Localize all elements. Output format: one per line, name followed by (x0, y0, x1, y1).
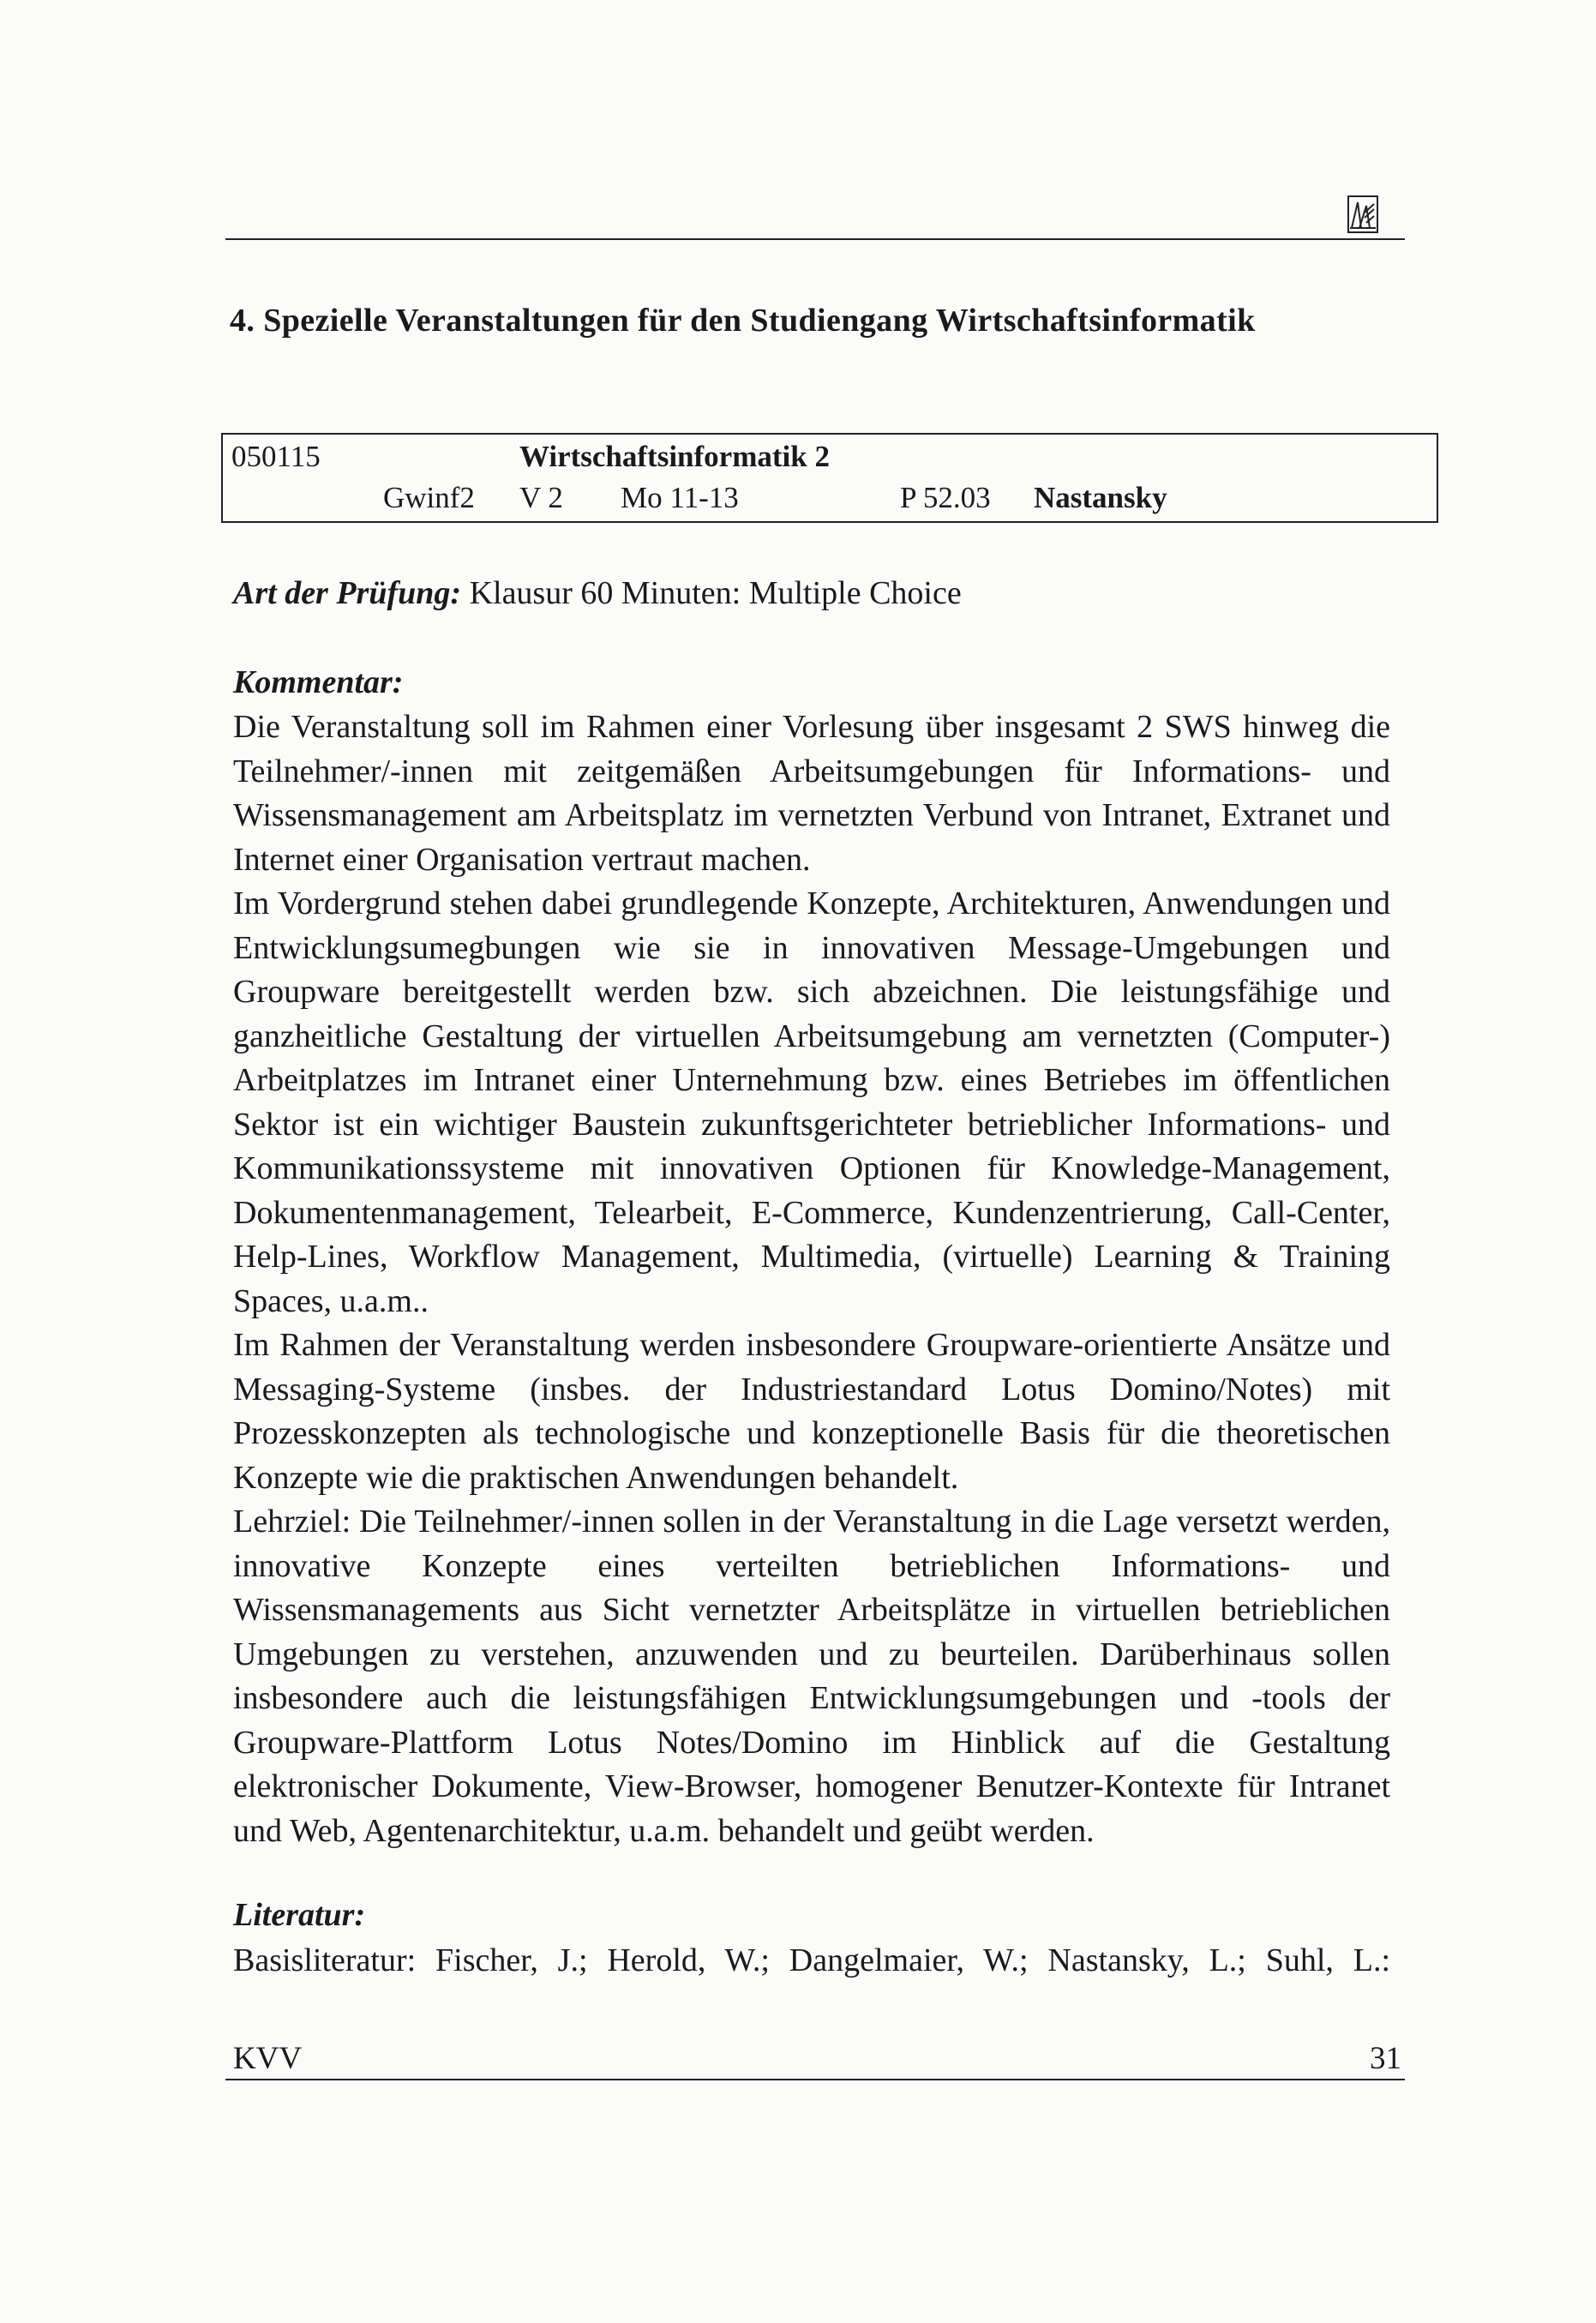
footer-rule (225, 2079, 1405, 2080)
kommentar-body (233, 705, 1390, 1853)
course-number: 050115 (231, 440, 321, 473)
kommentar-paragraph: Die Veranstaltung soll im Rahmen einer Vorlesung über insgesamt 2 SWS hinweg die Teilnehmer/-innen mit zeitgemäßen Arbeitsumgebungen für Informations- und Wissensmanagement am Arbeitsplatz im vernetzten Verbund von Intranet, Extranet und Internet einer Organisation vertraut machen. (233, 709, 1390, 878)
university-logo-icon (1347, 195, 1378, 233)
course-info-box (221, 433, 1438, 523)
exam-info (233, 574, 962, 612)
kommentar-paragraph: Im Vordergrund stehen dabei grundlegende Konzepte, Architekturen, Anwendungen und Entwicklungsumegbungen wie sie in innovativen Message-Umgebungen und Groupware bereitgestellt werden bzw. sich abzeichnen. Die leistungsfähige und ganzheitliche Gestaltung der virtuellen Arbeitsumgebung am vernetzten (Computer-) Arbeitplatzes im Intranet einer Unternehmung bzw. eines Betriebes im öffentlichen Sektor ist ein wichtiger Baustein zukunftsgerichteter betrieblicher Informations- und Kommunikationssysteme mit innovativen Optionen für Knowledge-Management, Dokumentenmanagement, Telearbeit, E-Commerce, Kundenzentrierung, Call-Center, Help-Lines, Workflow Management, Multimedia, (virtuelle) Learning & Training Spaces, u.a.m.. (233, 885, 1390, 1319)
footer-label: KVV (233, 2041, 303, 2076)
kommentar-heading: Kommentar: (233, 664, 404, 700)
page-number: 31 (1370, 2041, 1401, 2076)
course-title: Wirtschaftsinformatik 2 (519, 440, 830, 473)
section-title: 4. Spezielle Veranstaltungen für den Studiengang Wirtschaftsinformatik (230, 303, 1256, 339)
header-rule (225, 238, 1405, 240)
kommentar-paragraph: Im Rahmen der Veranstaltung werden insbesondere Groupware-orientierte Ansätze und Messaging-Systeme (insbes. der Industriestandard Lotus Domino/Notes) mit Prozesskonzepten als technologische und konzeptionelle Basis für die theoretischen Konzepte wie die praktischen Anwendungen behandelt. (233, 1327, 1390, 1496)
course-code: Gwinf2 (383, 481, 475, 514)
exam-value: Klausur 60 Minuten: Multiple Choice (469, 575, 962, 611)
kommentar-paragraph: Lehrziel: Die Teilnehmer/-innen sollen in der Veranstaltung in die Lage versetzt werden, innovative Konzepte eines verteilten betrieblichen Informations- und Wissensmanagements aus Sicht vernetzter Arbeitsplätze in virtuellen betrieblichen Umgebungen zu verstehen, anzuwenden und zu beurteilen. Darüberhinaus sollen insbesondere auch die leistungsfähigen Entwicklungsumgebungen und -tools der Groupware-Plattform Lotus Notes/Domino im Hinblick auf die Gestaltung elektronischer Dokumente, View-Browser, homogener Benutzer-Kontexte für Intranet und Web, Agentenarchitektur, u.a.m. behandelt und geübt werden. (233, 1504, 1390, 1849)
literatur-heading: Literatur: (233, 1897, 366, 1933)
course-room: P 52.03 (900, 481, 991, 514)
literatur-text: Basisliteratur: Fischer, J.; Herold, W.; Dangelmaier, W.; Nastansky, L.; Suhl, L.: (233, 1942, 1390, 1978)
course-lecturer: Nastansky (1034, 481, 1167, 514)
course-type: V 2 (519, 481, 563, 514)
course-time: Mo 11-13 (621, 481, 739, 514)
exam-label: Art der Prüfung: (233, 575, 462, 611)
